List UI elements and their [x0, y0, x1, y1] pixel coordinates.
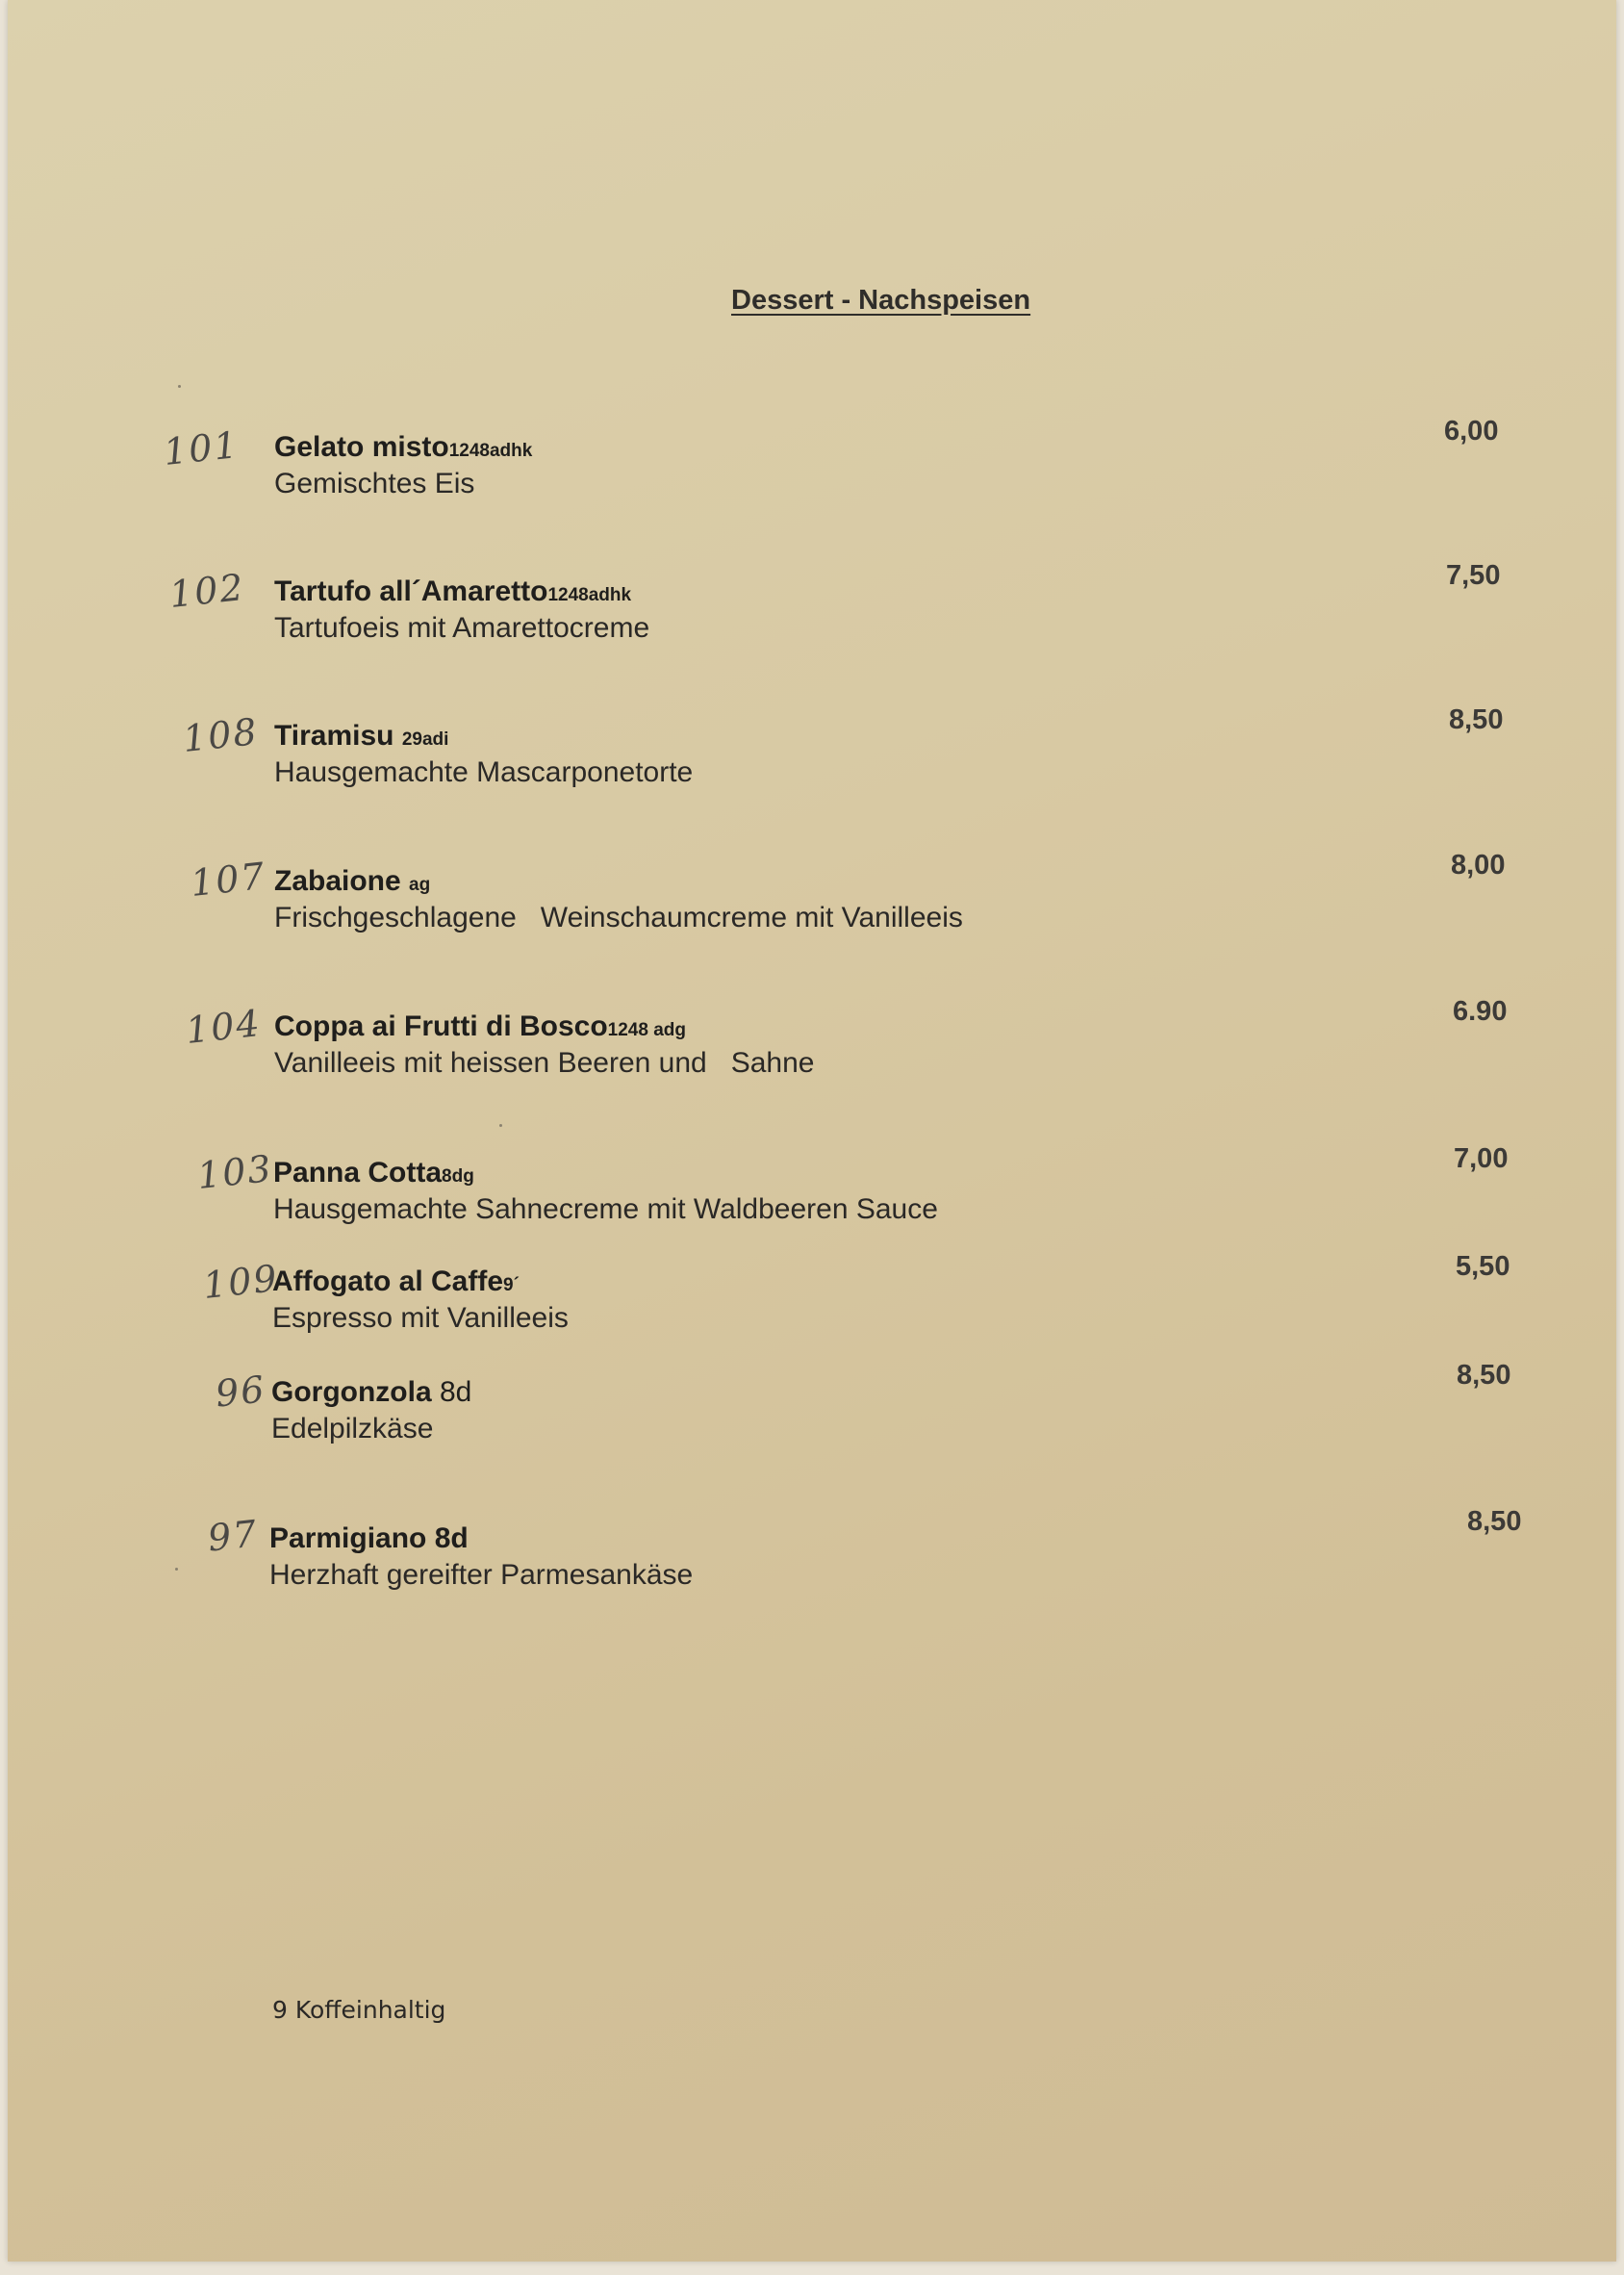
- allergen-codes: 9´: [503, 1275, 520, 1295]
- menu-item-price: 8,50: [1457, 1360, 1511, 1391]
- menu-item-description: Gemischtes Eis: [274, 468, 475, 499]
- menu-item-price: 8,00: [1451, 850, 1506, 881]
- menu-item-name: Zabaione: [274, 865, 410, 897]
- menu-sheet: [8, 0, 1616, 2262]
- menu-item-price: 7,50: [1446, 560, 1501, 591]
- menu-item-name-line: [274, 1010, 686, 1043]
- allergen-codes: 1248adhk: [547, 585, 632, 605]
- handwritten-number: 96: [213, 1368, 268, 1416]
- menu-item-name-line: [274, 431, 532, 464]
- menu-item-name: Gelato misto: [274, 431, 449, 463]
- menu-item-description: Edelpilzkäse: [271, 1413, 434, 1444]
- handwritten-number: 107: [188, 855, 268, 905]
- allergen-codes: 1248 adg: [607, 1020, 686, 1040]
- handwritten-number: 109: [200, 1257, 281, 1307]
- menu-item-name: Panna Cotta: [273, 1157, 443, 1189]
- menu-item-price: 6.90: [1453, 996, 1508, 1027]
- menu-item-description: Frischgeschlagene Weinschaumcreme mit Vanilleeis: [274, 902, 963, 933]
- paper-speck: [175, 1568, 178, 1571]
- handwritten-number: 108: [180, 710, 261, 760]
- menu-item-name-line: [274, 720, 448, 753]
- menu-item-description: Tartufoeis mit Amarettocreme: [274, 612, 650, 644]
- menu-item-name-line: [271, 1376, 471, 1409]
- menu-item-description: Hausgemachte Mascarponetorte: [274, 756, 694, 788]
- menu-item-description: Herzhaft gereifter Parmesankäse: [269, 1559, 694, 1591]
- paper-speck: [178, 385, 181, 388]
- menu-item-description: Hausgemachte Sahnecreme mit Waldbeeren Sauce: [273, 1193, 938, 1225]
- menu-item-name: Coppa ai Frutti di Bosco: [274, 1010, 608, 1042]
- handwritten-number: 103: [194, 1147, 275, 1197]
- menu-item-price: 8,50: [1449, 704, 1504, 735]
- footnote: 9 Koffeinhaltig: [272, 1996, 446, 2024]
- handwritten-number: 102: [166, 566, 247, 616]
- paper-speck: [499, 1124, 502, 1127]
- handwritten-number: 104: [183, 1002, 264, 1052]
- menu-item-price: 7,00: [1454, 1143, 1509, 1174]
- menu-item-name: Gorgonzola: [271, 1376, 440, 1408]
- allergen-codes: 29adi: [401, 729, 449, 750]
- menu-item-name-line: [274, 575, 631, 608]
- menu-item-name-line: [273, 1157, 474, 1189]
- allergen-codes: ag: [409, 875, 431, 895]
- menu-item-price: 6,00: [1444, 416, 1499, 447]
- menu-item-name: Tartufo all´Amaretto: [274, 575, 548, 607]
- menu-item-name-line: [269, 1522, 469, 1555]
- menu-item-description: Vanilleeis mit heissen Beeren und Sahne: [274, 1047, 815, 1079]
- allergen-codes: 8d: [440, 1376, 472, 1408]
- menu-item-name: Tiramisu: [274, 720, 402, 752]
- allergen-codes: 1248adhk: [448, 441, 533, 461]
- handwritten-number: 97: [205, 1512, 261, 1560]
- menu-item-price: 5,50: [1456, 1251, 1510, 1282]
- menu-item-name-line: [274, 865, 430, 898]
- menu-item-name: Affogato al Caffe: [272, 1265, 503, 1297]
- menu-item-price: 8,50: [1467, 1506, 1522, 1537]
- menu-title: Dessert - Nachspeisen: [731, 285, 1031, 316]
- allergen-codes: 8dg: [442, 1166, 474, 1187]
- menu-item-name-line: [272, 1265, 520, 1298]
- menu-item-description: Espresso mit Vanilleeis: [272, 1302, 569, 1334]
- handwritten-number: 101: [161, 423, 241, 473]
- menu-item-name: Parmigiano 8d: [269, 1522, 469, 1554]
